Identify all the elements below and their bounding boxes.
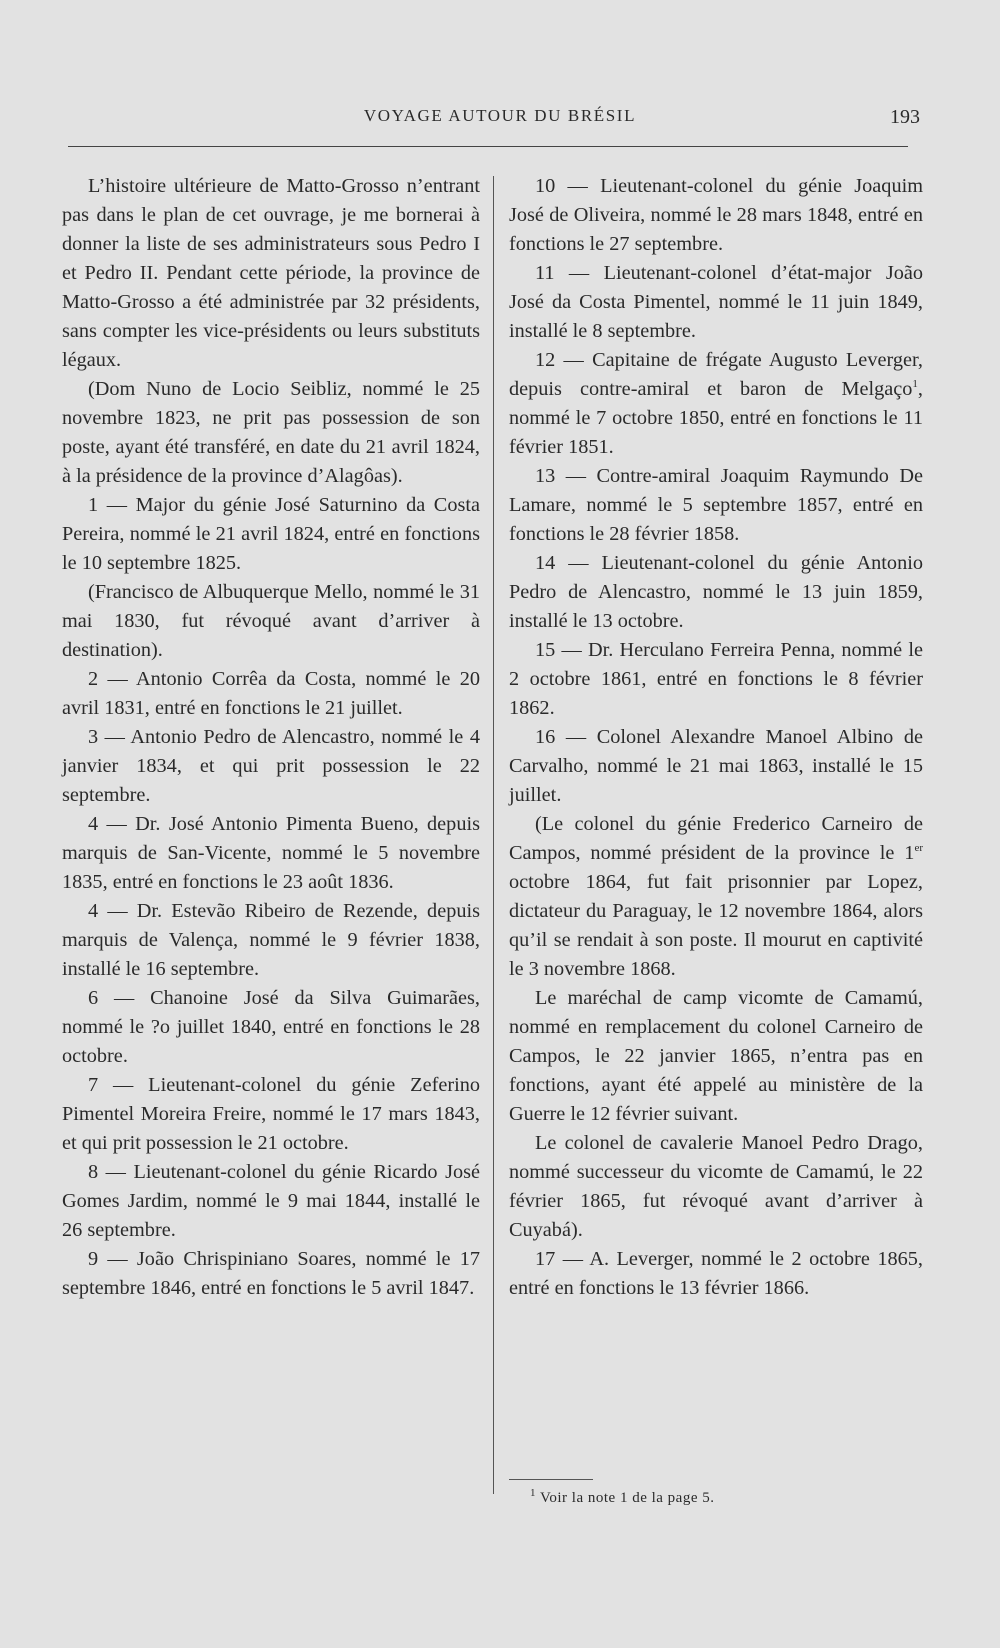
paragraph: 4 — Dr. Estevão Ribeiro de Rezende, depuis marquis de Valença, nommé le 9 février 1838, installé le 16 septembre. — [62, 900, 480, 980]
paragraph: 1 — Major du génie José Saturnino da Costa Pereira, nommé le 21 avril 1824, entré en fonctions le 10 septembre 1825. — [62, 494, 480, 574]
right-column — [509, 172, 923, 1303]
paragraph: 11 — Lieutenant-colonel d’état-major João José da Costa Pimentel, nommé le 11 juin 1849, installé le 8 septembre. — [509, 262, 923, 342]
paragraph: Le maréchal de camp vicomte de Camamú, nommé en remplacement du colonel Carneiro de Campos, le 22 janvier 1865, n’entra pas en fonctions, ayant été appelé au ministère de la Guerre le 12 février suivant. — [509, 987, 923, 1125]
paragraph: 16 — Colonel Alexandre Manoel Albino de Carvalho, nommé le 21 mai 1863, installé le 15 juillet. — [509, 726, 923, 806]
footnote-marker: 1 — [530, 1487, 536, 1499]
paragraph-text: , nommé le 7 octobre 1850, entré en fonctions le 11 février 1851. — [509, 378, 923, 458]
paragraph: 6 — Chanoine José da Silva Guimarães, nommé le ?o juillet 1840, entré en fonctions le 28 octobre. — [62, 987, 480, 1067]
footnote-text: Voir la note 1 de la page 5. — [539, 1490, 715, 1506]
paragraph: 10 — Lieutenant-colonel du génie Joaquim José de Oliveira, nommé le 28 mars 1848, entré en fonctions le 27 septembre. — [509, 175, 923, 255]
paragraph-text: octobre 1864, fut fait prisonnier par Lopez, dictateur du Paraguay, le 12 novembre 1864, alors qu’il se rendait à son poste. Il mourut en captivité le 3 novembre 1868. — [509, 871, 923, 980]
paragraph: L’histoire ultérieure de Matto-Grosso n’entrant pas dans le plan de cet ouvrage, je me bornerai à donner la liste de ses administrateurs sous Pedro I et Pedro II. Pendant cette période, la province de Matto-Grosso a été administrée par 32 présidents, sans compter les vice-présidents ou leurs substituts légaux. — [62, 175, 480, 371]
header-rule — [68, 146, 908, 147]
paragraph: 17 — A. Leverger, nommé le 2 octobre 1865, entré en fonctions le 13 février 1866. — [509, 1248, 923, 1299]
paragraph: 15 — Dr. Herculano Ferreira Penna, nommé le 2 octobre 1861, entré en fonctions le 8 février 1862. — [509, 639, 923, 719]
paragraph: 3 — Antonio Pedro de Alencastro, nommé le 4 janvier 1834, et qui prit possession le 22 septembre. — [62, 726, 480, 806]
footnote-reference: 1 — [912, 378, 918, 391]
paragraph: 13 — Contre-amiral Joaquim Raymundo De Lamare, nommé le 5 septembre 1857, entré en fonctions le 28 février 1858. — [509, 465, 923, 545]
paragraph — [509, 346, 923, 462]
paragraph: 7 — Lieutenant-colonel du génie Zeferino Pimentel Moreira Freire, nommé le 17 mars 1843, et qui prit possession le 21 octobre. — [62, 1074, 480, 1154]
paragraph-text: 12 — Capitaine de frégate Augusto Leverger, depuis contre-amiral et baron de Melgaço — [509, 349, 923, 400]
paragraph: 9 — João Chrispiniano Soares, nommé le 17 septembre 1846, entré en fonctions le 5 avril 1847. — [62, 1248, 480, 1299]
footnote-rule — [509, 1479, 593, 1480]
paragraph — [509, 810, 923, 984]
page-number: 193 — [890, 106, 920, 128]
paragraph: (Francisco de Albuquerque Mello, nommé le 31 mai 1830, fut révoqué avant d’arriver à destination). — [62, 581, 480, 661]
paragraph: 4 — Dr. José Antonio Pimenta Bueno, depuis marquis de San-Vicente, nommé le 5 novembre 1835, entré en fonctions le 23 août 1836. — [62, 813, 480, 893]
paragraph: 8 — Lieutenant-colonel du génie Ricardo José Gomes Jardim, nommé le 9 mai 1844, installé le 26 septembre. — [62, 1161, 480, 1241]
column-divider — [493, 176, 494, 1494]
running-title: VOYAGE AUTOUR DU BRÉSIL — [363, 106, 637, 125]
ordinal-superscript: er — [914, 842, 923, 855]
paragraph-text: (Le colonel du génie Frederico Carneiro de Campos, nommé président de la province le 1 — [509, 813, 923, 864]
paragraph: 2 — Antonio Corrêa da Costa, nommé le 20 avril 1831, entré en fonctions le 21 juillet. — [62, 668, 480, 719]
left-column — [62, 172, 480, 1303]
paragraph: 14 — Lieutenant-colonel du génie Antonio Pedro de Alencastro, nommé le 13 juin 1859, installé le 13 octobre. — [509, 552, 923, 632]
paragraph: Le colonel de cavalerie Manoel Pedro Drago, nommé successeur du vicomte de Camamú, le 22 février 1865, fut révoqué avant d’arriver à Cuyabá). — [509, 1132, 923, 1241]
footnote — [530, 1487, 910, 1507]
paragraph: (Dom Nuno de Locio Seibliz, nommé le 25 novembre 1823, ne prit pas possession de son poste, ayant été transféré, en date du 21 avril 1824, à la présidence de la province d’Alagôas). — [62, 378, 480, 487]
